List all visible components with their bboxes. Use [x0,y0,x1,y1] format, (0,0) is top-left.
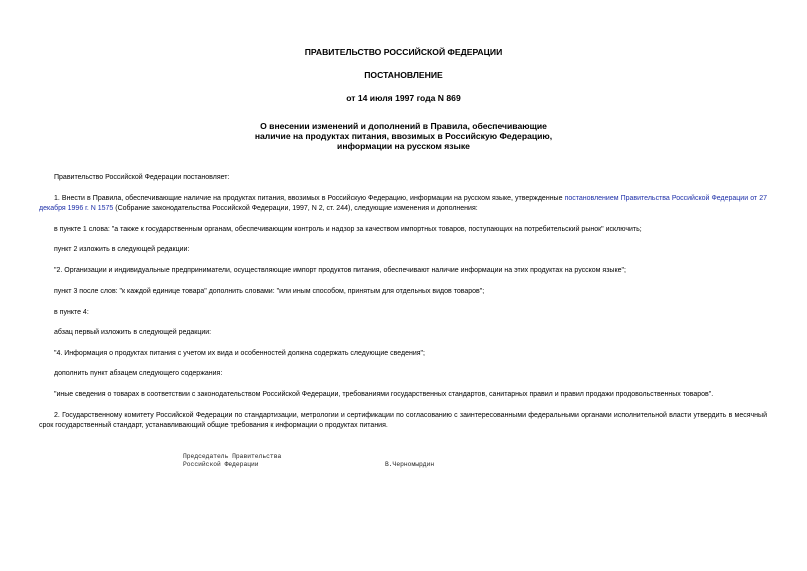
resolution-link[interactable]: постановлением Правительства Российской Федерации от 27 декабря 1996 г. N 1575 [39,195,767,212]
intro-paragraph: Правительство Российской Федерации постановляет: [54,174,230,181]
amendment-item-1: в пункте 1 слова: "а также к государственным органам, обеспечивающим контроль и надзор за качеством импортных товаров, поступающих на потребительский рынок" исключить; [54,226,642,233]
document-title-line-3: информации на русском языке [337,141,470,151]
amendment-item-7: "4. Информация о продуктах питания с учетом их вида и особенностей должна содержать следующие сведения"; [54,350,425,357]
amendment-item-2: пункт 2 изложить в следующей редакции: [54,246,190,253]
document-title-line-1: О внесении изменений и дополнений в Правила, обеспечивающие [260,121,547,131]
paragraph-1-text-before: 1. Внести в Правила, обеспечивающие наличие на продуктах питания, ввозимых в Российскую Федерацию, информации на русском языке, утвержденные [54,195,565,202]
document-title-line-2: наличие на продуктах питания, ввозимых в Российскую Федерацию, [254,131,553,141]
paragraph-1 [39,194,767,214]
document-type-heading: ПОСТАНОВЛЕНИЕ [364,70,443,80]
paragraph-1-text-after: (Собрание законодательства Российской Федерации, 1997, N 2, ст. 244), следующие изменения и дополнения: [113,205,478,212]
signature-name: В.Черномырдин [385,461,435,468]
government-heading: ПРАВИТЕЛЬСТВО РОССИЙСКОЙ ФЕДЕРАЦИИ [304,47,503,57]
signature-title-line-1: Председатель Правительства [183,453,282,460]
date-number-heading: от 14 июля 1997 года N 869 [346,93,461,103]
amendment-item-4: пункт 3 после слов: "к каждой единице товара" дополнить словами: "или иным способом, принятым для отдельных видов товаров"; [54,288,485,295]
amendment-item-3: "2. Организации и индивидуальные предприниматели, осуществляющие импорт продуктов питания, обеспечивают наличие информации на этих продуктах на русском языке"; [54,267,626,274]
amendment-item-9: "иные сведения о товарах в соответствии с законодательством Российской Федерации, требованиями государственных стандартов, санитарных правил и правил продажи продовольственных товаров". [54,391,714,398]
amendment-item-5: в пункте 4: [54,309,89,316]
amendment-item-6: абзац первый изложить в следующей редакции: [54,329,212,336]
paragraph-2: 2. Государственному комитету Российской Федерации по стандартизации, метрологии и сертификации по согласованию с заинтересованными федеральными органами исполнительной власти утвердить в месячный срок государственный стандарт, устанавливающий общие требования к информации о продуктах питания. [39,412,767,429]
amendment-item-8: дополнить пункт абзацем следующего содержания: [54,370,223,377]
signature-title-line-2: Российской Федерации [183,461,259,468]
